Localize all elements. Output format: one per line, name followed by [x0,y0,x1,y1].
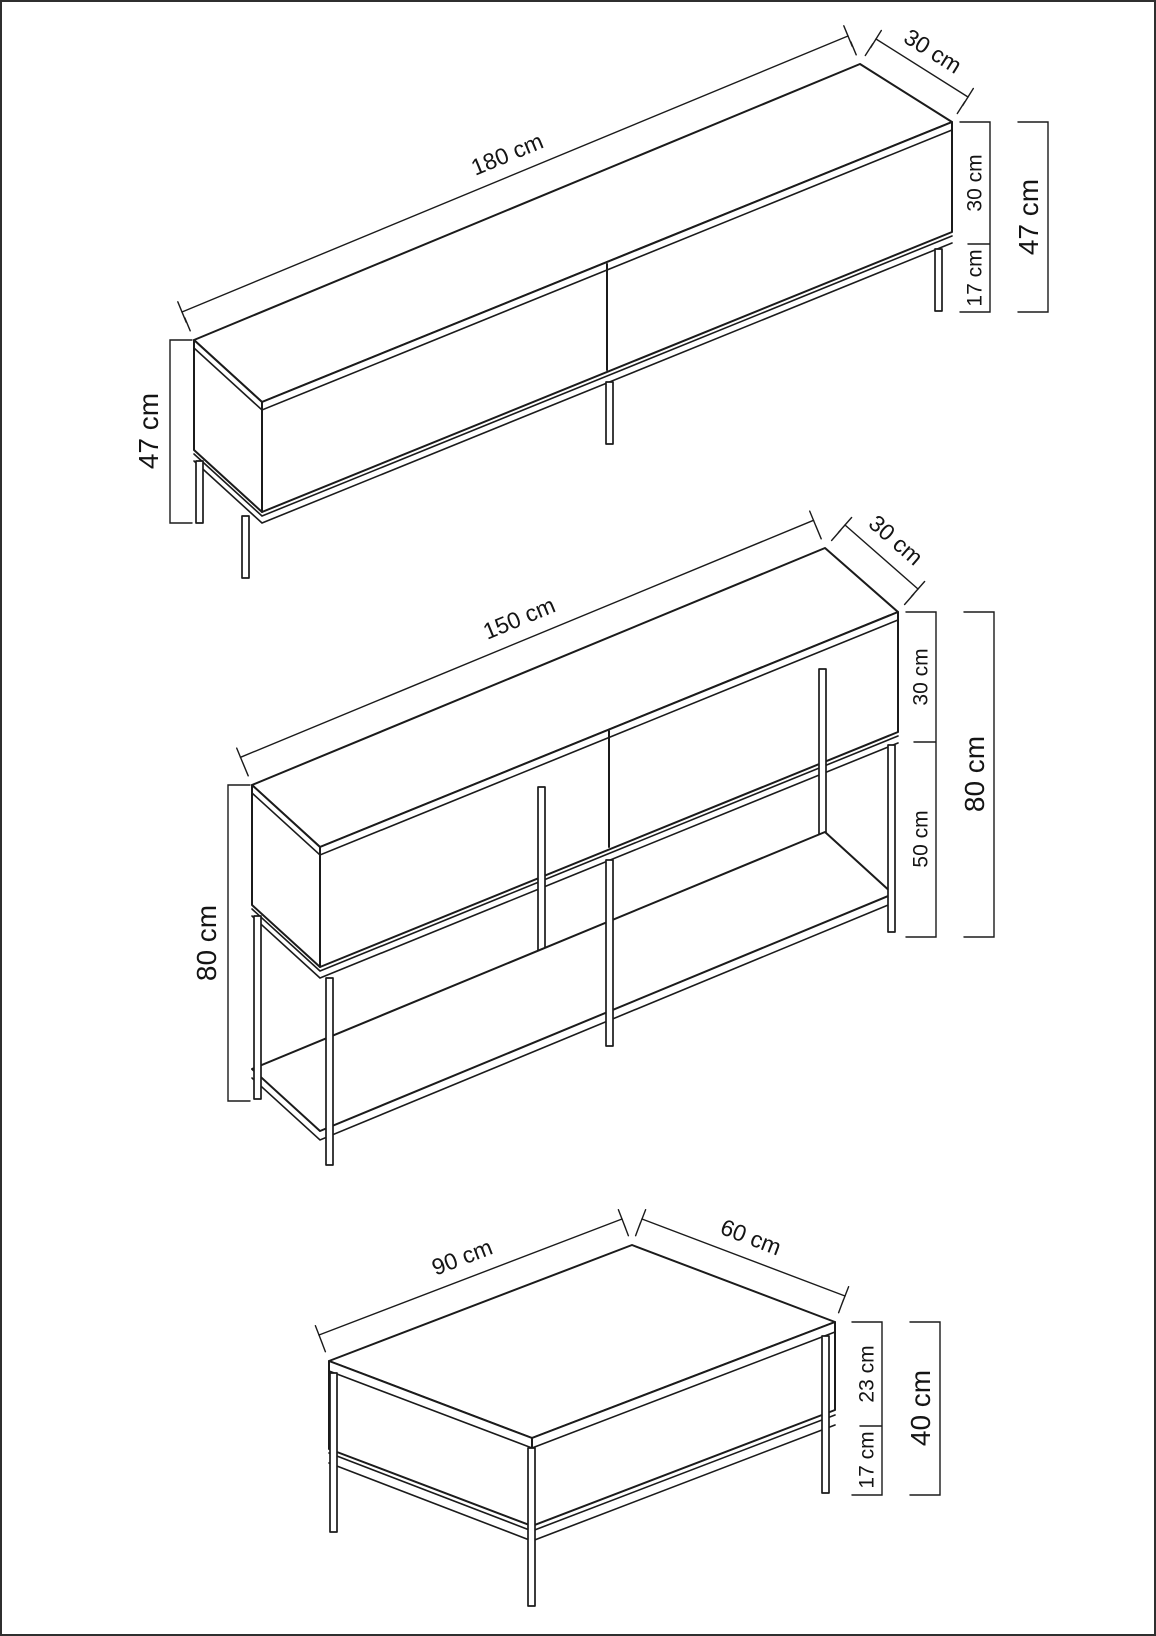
furniture-dimension-drawing [2,2,1154,1634]
console-front-right-leg [888,745,895,932]
coffee-table-leg-height-label: 17 cm [855,1431,879,1489]
coffee-table-right-leg [822,1336,829,1493]
tv-stand-rear-left-leg [196,461,203,523]
coffee-table-body-height-label: 23 cm [855,1345,879,1403]
coffee-table-total-height-label: 40 cm [904,1369,936,1447]
console-open-height-label: 50 cm [909,810,933,868]
console-front-left-leg [326,978,333,1165]
tv-stand-total-height-label-left: 47 cm [132,392,164,470]
coffee-table-depth-label: 60 cm [717,1213,785,1261]
tv-stand-middle-leg [606,382,613,444]
tv-stand-body-height-label: 30 cm [963,154,987,212]
console-rear-left-leg [254,916,261,1099]
console-length-label: 150 cm [479,591,559,645]
tv-stand-front-right-leg [935,249,942,311]
tv-stand-left-bracket [170,340,192,523]
coffee-table-front-leg [528,1448,535,1606]
tv-stand-leg-height-label: 17 cm [963,249,987,307]
tv-stand-drawing [133,23,1048,578]
tv-stand-front-left-leg [242,516,249,578]
tv-stand-length-label: 180 cm [467,127,547,181]
tv-stand-total-height-label-right: 47 cm [1012,178,1044,256]
console-table-drawing [191,510,994,1165]
coffee-table-length-label: 90 cm [428,1233,496,1281]
console-front-middle-leg [606,860,613,1046]
console-total-height-label-right: 80 cm [958,735,990,813]
tv-stand-depth-label: 30 cm [899,23,967,79]
console-depth-label: 30 cm [863,509,929,571]
coffee-table-left-leg [330,1373,337,1532]
console-left-bracket [228,785,250,1101]
console-total-height-label-left: 80 cm [190,904,222,982]
console-body-height-label: 30 cm [909,648,933,706]
coffee-table-drawing [315,1210,940,1606]
